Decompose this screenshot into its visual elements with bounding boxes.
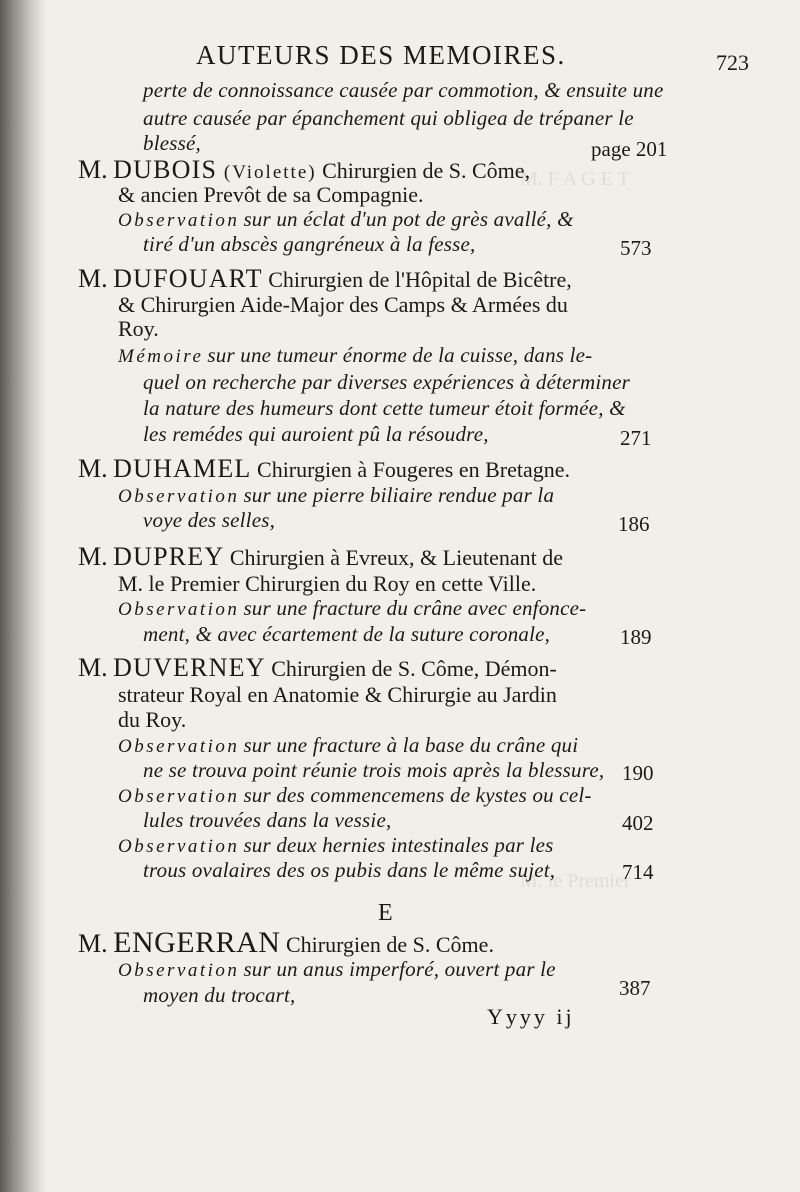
- page-number: 723: [716, 50, 749, 75]
- observation-text: ment, & avec écartement de la suture coronale,: [143, 622, 551, 646]
- author-title-cont: strateur Royal en Anatomie & Chirurgie au Jardin: [118, 682, 557, 707]
- author-name: DUPREY: [113, 542, 225, 571]
- author-entry-duprey: [78, 544, 563, 570]
- page-reference: 186: [618, 512, 650, 536]
- author-title: Chirurgien à Evreux, & Lieutenant de: [224, 545, 564, 570]
- observation-label: Observation: [118, 599, 240, 620]
- author-prefix: M.: [78, 542, 108, 571]
- observation-text: tiré d'un abscès gangréneux à la fesse,: [143, 232, 476, 256]
- page-reference: 387: [619, 976, 651, 1000]
- observation-text: sur une fracture à la base du crâne qui: [243, 733, 579, 757]
- observation-text: sur une fracture du crâne avec enfonce-: [243, 596, 587, 620]
- memoire-item: [118, 345, 592, 366]
- author-prefix: M.: [78, 929, 108, 958]
- author-name: DUFOUART: [113, 264, 263, 293]
- observation-text: sur une pierre biliaire rendue par la: [243, 483, 555, 507]
- observation-text: sur un anus imperforé, ouvert par le: [243, 957, 556, 981]
- observation-text: trous ovalaires des os pubis dans le même sujet,: [143, 858, 556, 882]
- author-name: ENGERRAN: [113, 926, 281, 959]
- author-entry-duhamel: [78, 456, 570, 482]
- observation-item: [118, 785, 592, 806]
- observation-text: moyen du trocart,: [143, 983, 296, 1007]
- memoire-text: sur une tumeur énorme de la cuisse, dans le-: [207, 343, 593, 367]
- observation-text: lules trouvées dans la vessie,: [143, 808, 392, 832]
- observation-label: Observation: [118, 736, 240, 757]
- author-title-cont: Roy.: [118, 316, 159, 341]
- author-title: Chirurgien de S. Côme.: [280, 932, 494, 957]
- page-reference: 190: [622, 761, 654, 785]
- author-prefix: M.: [78, 264, 108, 293]
- memoire-text: les remédes qui auroient pû la résoudre,: [143, 422, 489, 446]
- author-name: DUHAMEL: [113, 454, 252, 483]
- signature-mark: Yyyy ij: [487, 1004, 575, 1029]
- show-through-mark: M. F A G E T: [520, 168, 630, 190]
- observation-text: sur deux hernies intestinales par les: [243, 833, 554, 857]
- observation-text: sur un éclat d'un pot de grès avallé, &: [243, 207, 574, 231]
- observation-label: Observation: [118, 960, 240, 981]
- page-reference: 714: [622, 860, 654, 884]
- memoire-text: la nature des humeurs dont cette tumeur étoit formée, &: [143, 396, 626, 420]
- page-reference: 189: [620, 625, 652, 649]
- author-name-suffix: (Violette): [217, 162, 317, 183]
- observation-text: ne se trouva point réunie trois mois après la blessure,: [143, 758, 605, 782]
- author-title: Chirurgien de S. Côme,: [316, 158, 531, 183]
- observation-item: [118, 209, 574, 230]
- carryover-line: blessé,: [143, 131, 201, 155]
- author-title-cont: & ancien Prevôt de sa Compagnie.: [118, 182, 424, 207]
- memoire-text: quel on recherche par diverses expériences à déterminer: [143, 370, 631, 394]
- observation-label: Observation: [118, 486, 240, 507]
- observation-label: Observation: [118, 786, 240, 807]
- author-entry-duverney: [78, 655, 557, 681]
- page-reference: page 201: [591, 137, 668, 161]
- observation-item: [118, 735, 578, 756]
- observation-item: [118, 598, 586, 619]
- observation-text: sur des commencemens de kystes ou cel-: [243, 783, 592, 807]
- author-title-cont: M. le Premier Chirurgien du Roy en cette Ville.: [118, 571, 537, 596]
- author-title-cont: & Chirurgien Aide-Major des Camps & Armées du: [118, 292, 568, 317]
- author-name: DUVERNEY: [113, 653, 266, 682]
- observation-text: voye des selles,: [143, 508, 276, 532]
- observation-item: [118, 485, 554, 506]
- page-reference: 271: [620, 426, 652, 450]
- author-title-cont: du Roy.: [118, 707, 187, 732]
- author-name: DUBOIS: [113, 155, 218, 184]
- author-prefix: M.: [78, 155, 108, 184]
- author-prefix: M.: [78, 653, 108, 682]
- author-title: Chirurgien à Fougeres en Bretagne.: [251, 457, 571, 482]
- section-letter: E: [378, 900, 393, 926]
- show-through-mark: M. le Premier: [520, 870, 631, 892]
- author-entry-dubois: [78, 157, 530, 183]
- observation-label: Observation: [118, 836, 240, 857]
- page-reference: 573: [620, 236, 652, 260]
- running-head: AUTEURS DES MEMOIRES.: [196, 40, 566, 70]
- observation-item: [118, 835, 554, 856]
- author-entry-engerran: [78, 928, 494, 958]
- author-entry-dufouart: [78, 266, 572, 292]
- memoire-label: Mémoire: [118, 346, 204, 367]
- carryover-line: perte de connoissance causée par commotion, & ensuite une: [143, 78, 664, 102]
- author-title: Chirurgien de S. Côme, Démon-: [265, 656, 557, 681]
- author-prefix: M.: [78, 454, 108, 483]
- author-title: Chirurgien de l'Hôpital de Bicêtre,: [262, 267, 572, 292]
- page-reference: 402: [622, 811, 654, 835]
- observation-label: Observation: [118, 210, 240, 231]
- observation-item: [118, 959, 556, 980]
- carryover-line: autre causée par épanchement qui obligea de trépaner le: [143, 106, 634, 130]
